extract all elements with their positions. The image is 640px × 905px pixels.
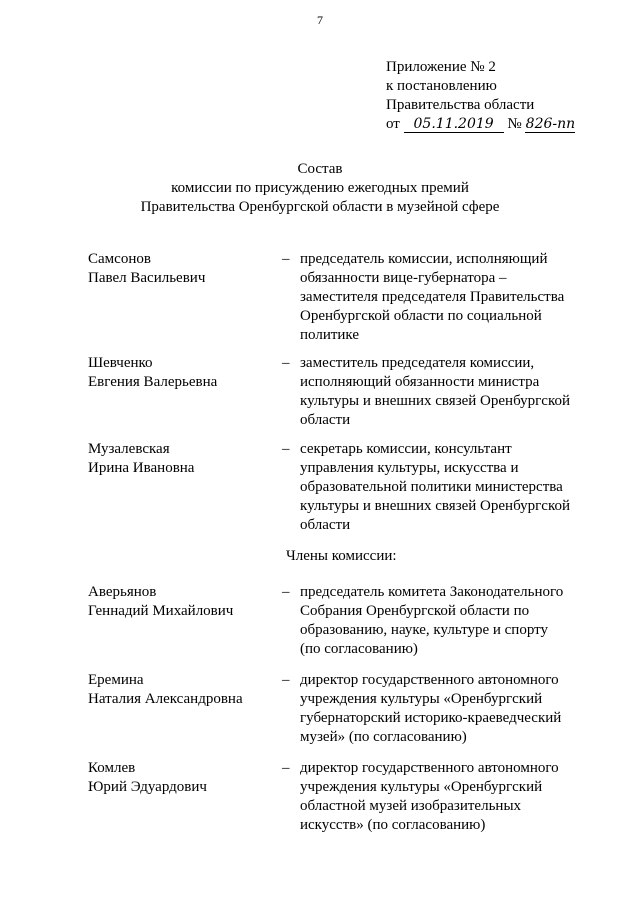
dash: –	[282, 672, 290, 688]
dash: –	[282, 441, 290, 457]
number-sign: №	[507, 116, 522, 132]
dash: –	[282, 584, 290, 600]
title-line-2: комиссии по присуждению ежегодных премий	[171, 180, 469, 196]
members-heading: Члены комиссии:	[286, 548, 397, 564]
document-title	[0, 160, 640, 217]
person-role: директор государственного автономного учреждения культуры «Оренбургский губернаторский историко-краеведческий музей» (по согласованию)	[300, 672, 562, 745]
person-role: заместитель председателя комиссии, исполняющий обязанности министра культуры и внешних связей Оренбургской области	[300, 355, 570, 428]
title-line-3: Правительства Оренбургской области в музейной сфере	[140, 199, 500, 215]
person-name: Еремина Наталия Александровна	[88, 672, 243, 707]
title-line-1: Состав	[297, 161, 343, 177]
appendix-title: Приложение № 2	[386, 59, 496, 75]
person-name: Аверьянов Геннадий Михайлович	[88, 584, 234, 619]
person-name: Самсонов Павел Васильевич	[88, 251, 206, 286]
appendix-line-2: к постановлению	[386, 78, 497, 94]
person-name: Шевченко Евгения Валерьевна	[88, 355, 218, 390]
person-name: Музалевская Ирина Ивановна	[88, 441, 195, 476]
date-prefix: от	[386, 116, 400, 132]
handwritten-number: 826-пп	[525, 116, 576, 132]
handwritten-date: 05.11.2019	[413, 116, 494, 132]
person-role: секретарь комиссии, консультант управления культуры, искусства и образовательной политики министерства культуры и внешних связей Оренбургской области	[300, 441, 570, 533]
appendix-line-3: Правительства области	[386, 97, 535, 113]
dash: –	[282, 760, 290, 776]
person-name: Комлев Юрий Эдуардович	[88, 760, 207, 795]
person-role: председатель комитета Законодательного Собрания Оренбургской области по образованию, науке, культуре и спорту (по согласованию)	[300, 584, 564, 657]
dash: –	[282, 355, 290, 371]
appendix-block	[386, 58, 575, 134]
appendix-date-line	[386, 115, 575, 134]
person-role: директор государственного автономного учреждения культуры «Оренбургский областной музей изобразительных искусств» (по согласованию)	[300, 760, 559, 833]
dash: –	[282, 251, 290, 267]
person-role: председатель комиссии, исполняющий обязанности вице-губернатора – заместителя председателя Правительства Оренбургской области по социальной политике	[300, 251, 565, 343]
page-number: 7	[317, 13, 323, 27]
